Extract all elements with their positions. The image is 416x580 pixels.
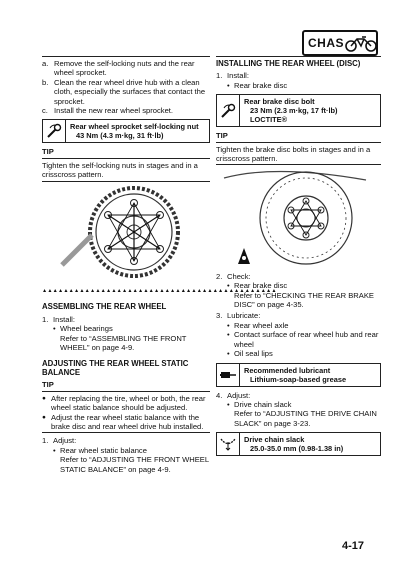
assembling-ref: Refer to “ASSEMBLING THE FRONT WHEEL” on page 4-9. [60,333,187,353]
step-text: Install: [227,71,249,81]
step-text: Lubricate: [227,311,261,321]
step-2-ref: Refer to “CHECKING THE REAR BRAKE DISC” on page 4-35. [234,290,374,310]
step-4-ref: Refer to “ADJUSTING THE DRIVE CHAIN SLACK” on page 3-23. [234,409,377,428]
step-text: Remove the self-locking nuts and the rear wheel sprocket. [54,59,195,78]
step-a [42,59,210,78]
torque-wrench-icon [46,123,62,139]
tip-rule [42,391,210,392]
tip-rule [216,142,381,143]
step-c [42,106,210,115]
step-label: 1. [216,71,223,81]
step-text: Adjust: [227,390,251,400]
chain-slack-icon [219,436,237,452]
step-label: 1. [42,436,49,446]
page-number: 4-17 [342,540,365,552]
tip-rule [42,158,210,159]
assembling-step [42,315,210,324]
step-3-bullet: • Oil seal lips [216,349,381,358]
tip-rule [42,432,210,433]
section-badge [302,30,378,56]
step-label: 2. [216,271,223,281]
brake-disc-figure [216,168,381,268]
tip-label: TIP [216,131,228,141]
tip-text: Tighten the self-locking nuts in stages and in a crisscross pattern. [42,160,198,180]
adjusting-bullet: • Rear wheel static balance [42,446,210,455]
step-label: 1. [42,314,49,324]
bolt-spec-value: 23 Nm (2.3 m·kg, 17 ft·lb) [250,106,338,116]
chain-slack-title: Drive chain slack [244,435,305,445]
step-label: b. [42,77,49,87]
step-1-bullet: • Rear brake disc [216,81,381,90]
right-column [216,56,381,460]
assembling-heading: ASSEMBLING THE REAR WHEEL [42,302,167,312]
tip-label: TIP [42,380,54,390]
bolt-spec-box [216,94,381,127]
step-b [42,78,210,106]
column-rule [42,56,210,57]
motorcycle-icon [344,34,378,52]
tip-item: ● Adjust the rear wheel static balance with the brake disc and rear wheel drive hub installed. [42,413,210,432]
tip-label: TIP [42,147,54,157]
step-2 [216,272,381,281]
sprocket-figure [42,185,210,281]
torque-spec-value: 43 Nm (4.3 m·kg, 31 ft·lb) [76,131,164,141]
installing-heading: INSTALLING THE REAR WHEEL (DISC) [216,59,361,68]
step-text: Adjust: [53,436,77,446]
lubricant-spec-title: Recommended lubricant [244,365,331,375]
step-text: Install: [53,314,75,324]
step-3 [216,311,381,320]
step-label: a. [42,59,49,68]
bolt-spec-loctite: LOCTITE® [250,115,288,125]
torque-wrench-icon [220,103,236,119]
step-text: Install the new rear wheel sprocket. [54,106,174,116]
separator-triangles: ▲▲▲▲▲▲▲▲▲▲▲▲▲▲▲▲▲▲▲▲▲▲▲▲▲▲▲▲▲▲▲▲▲▲▲▲▲▲▲▲▲▲▲▲ [42,288,277,295]
assembling-bullet: • Wheel bearings [42,324,210,333]
lubricant-spec-value: Lithium-soap-based grease [250,374,347,384]
step-label: c. [42,106,48,116]
section-badge-label: CHAS [308,36,345,50]
adjusting-heading: ADJUSTING THE REAR WHEEL STATIC BALANCE [42,358,189,377]
step-text: Clean the rear wheel drive hub with a clean cloth, especially the surfaces that contact the sprocket. [54,77,206,106]
torque-spec-box [42,119,210,143]
grease-gun-icon [219,369,237,381]
step-3-bullet: • Rear wheel axle [216,321,381,330]
step-label: 3. [216,311,223,321]
step-2-bullet: • Rear brake disc [216,281,381,290]
step-text: Check: [227,271,251,281]
column-rule [216,56,381,57]
step-4-bullet: • Drive chain slack [216,400,381,409]
chain-slack-spec-box [216,432,381,456]
lubricant-spec-box [216,363,381,387]
tip-rule [42,181,210,182]
tip-rule [216,164,381,165]
tip-item: ● After replacing the tire, wheel or both, the rear wheel static balance should be adjusted. [42,394,210,413]
step-4 [216,391,381,400]
adjusting-step [42,436,210,445]
step-3-bullet: • Contact surface of rear wheel hub and rear wheel [216,330,381,349]
chain-slack-value: 25.0-35.0 mm (0.98-1.38 in) [250,444,344,454]
adjusting-ref: Refer to “ADJUSTING THE FRONT WHEEL STATIC BALANCE” on page 4-9. [60,455,209,474]
bolt-spec-title: Rear brake disc bolt [244,97,315,107]
step-1 [216,71,381,80]
step-label: 4. [216,390,223,400]
tip-text: Tighten the brake disc bolts in stages and in a crisscross pattern. [216,144,371,164]
torque-spec-title: Rear wheel sprocket self-locking nut [70,122,199,132]
